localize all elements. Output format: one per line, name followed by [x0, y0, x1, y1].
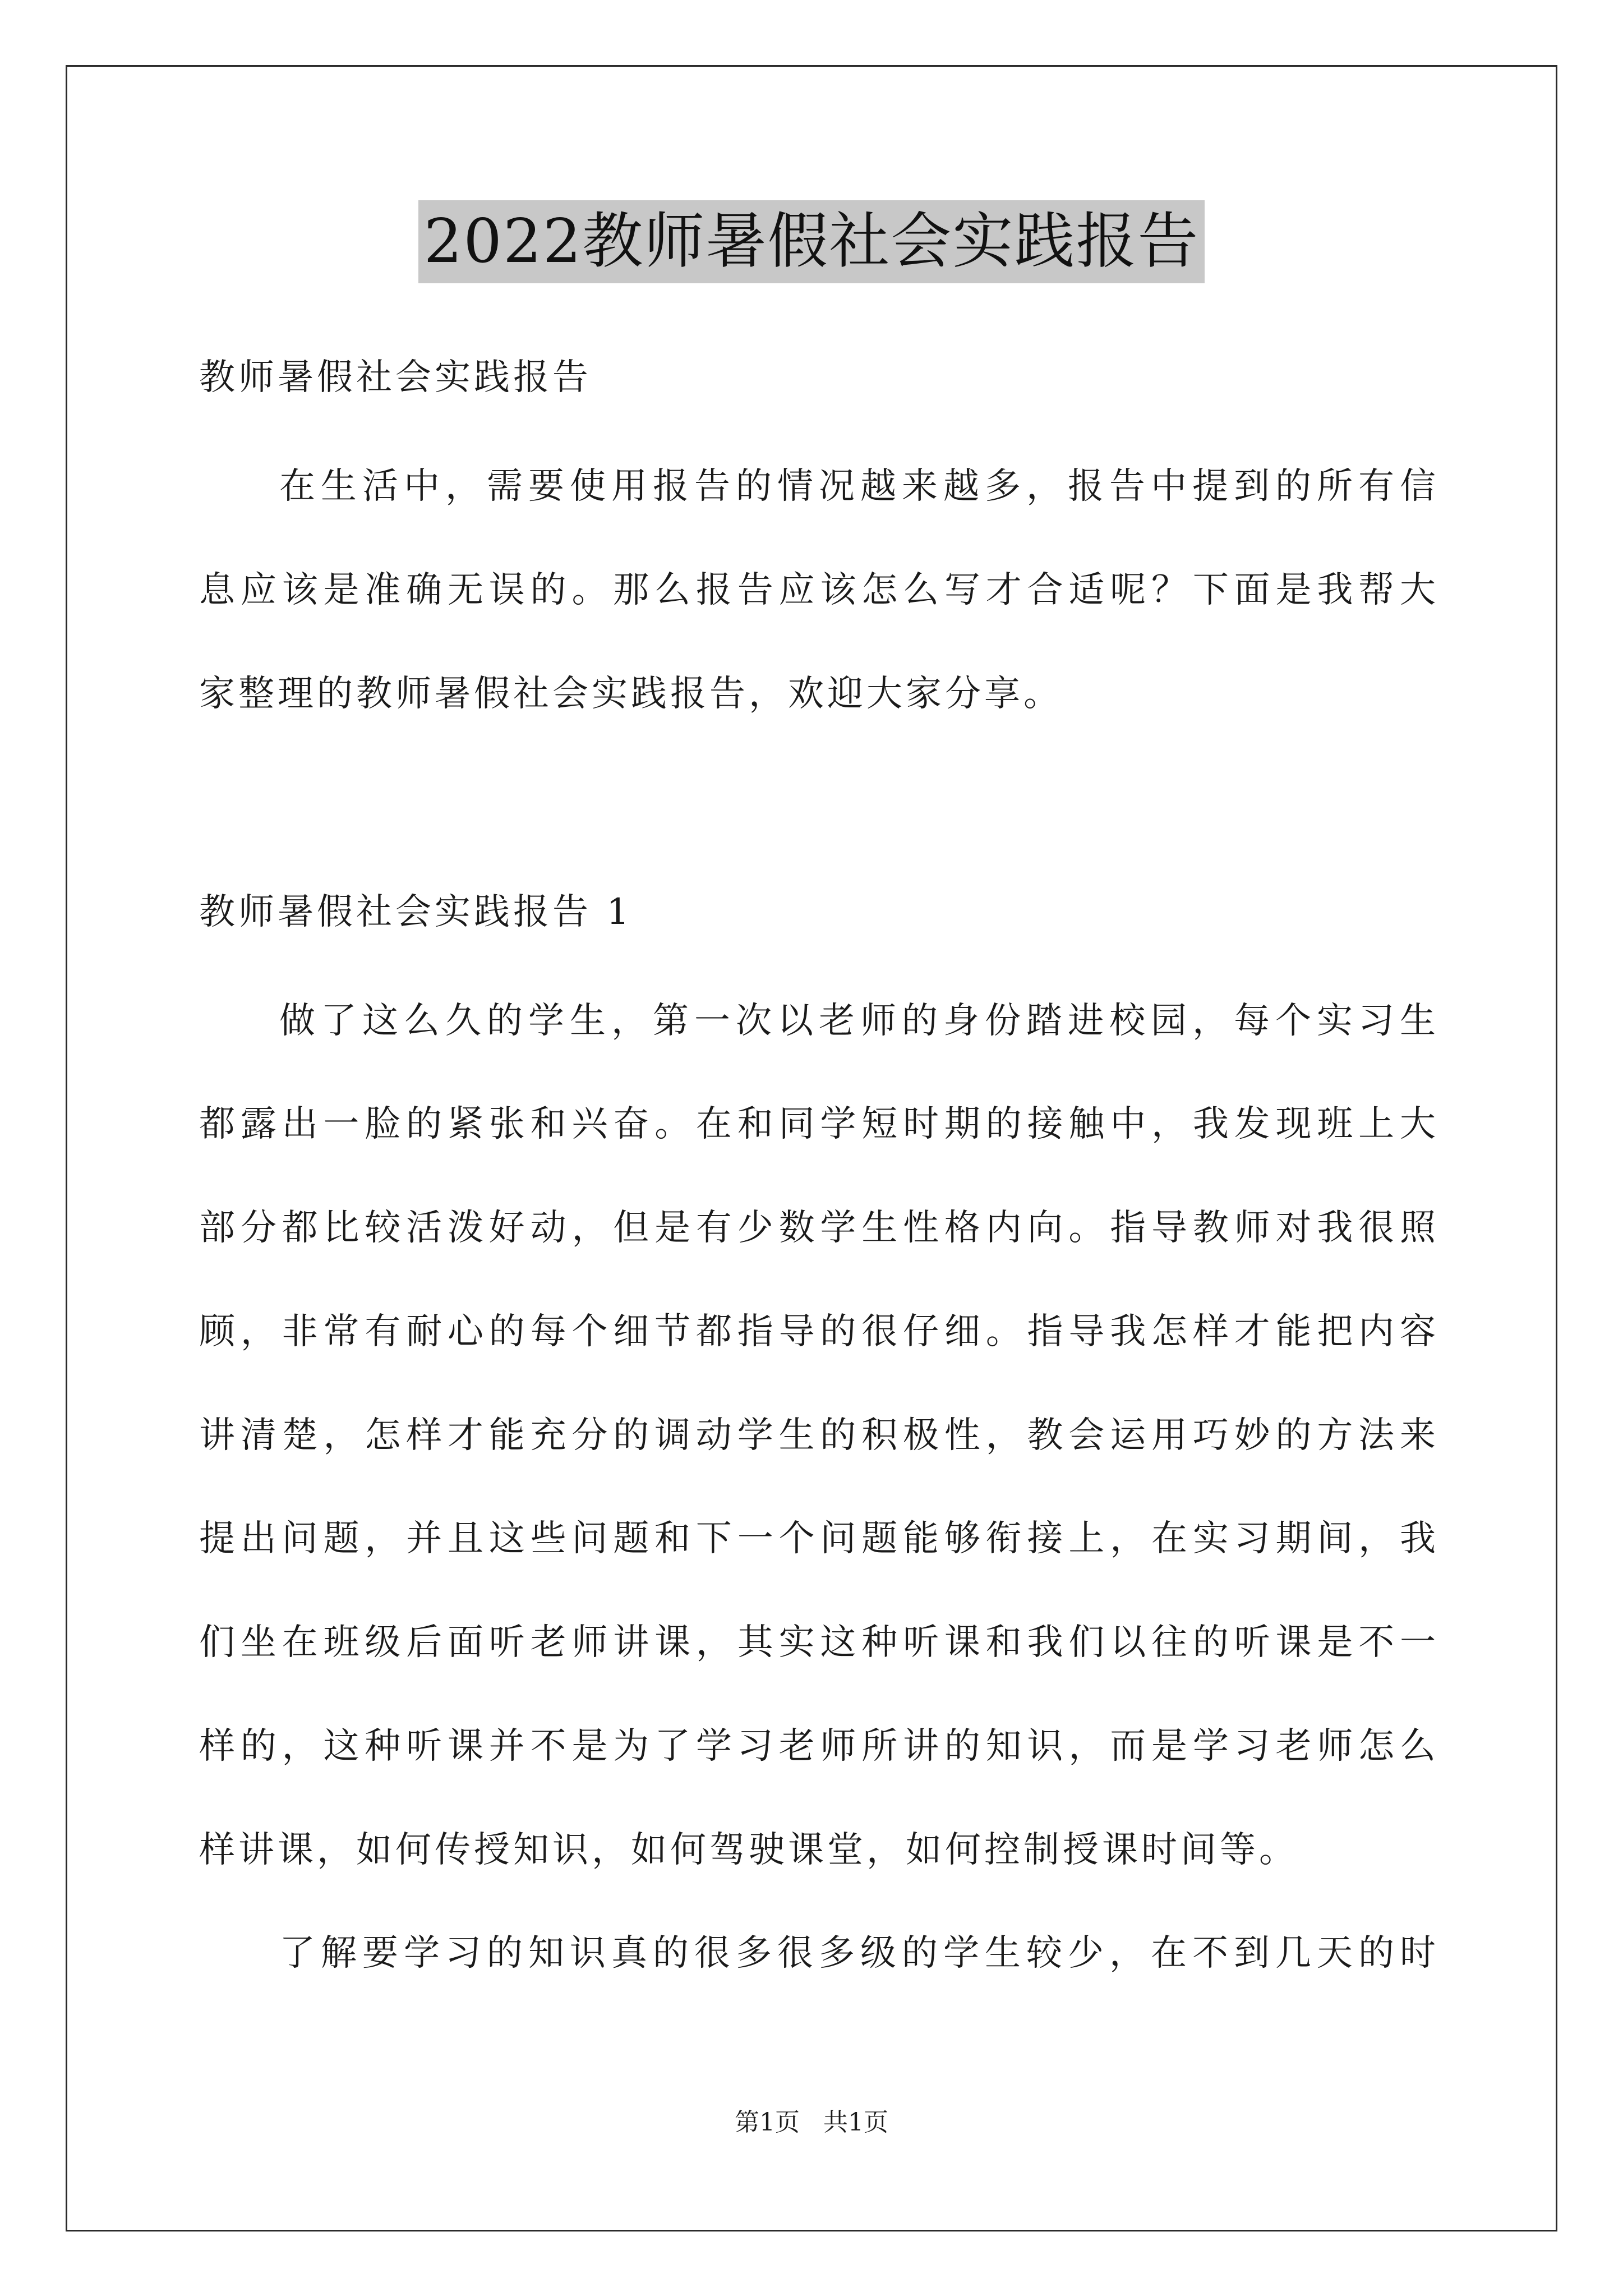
intro-line: 家整理的教师暑假社会实践报告，欢迎大家分享。	[199, 673, 1063, 715]
paragraph-line: 部分都比较活泼好动，但是有少数学生性格内向。指导教师对我很照	[199, 1207, 1436, 1249]
paragraph-line: 做了这么久的学生，第一次以老师的身份踏进校园，每个实习生	[279, 1000, 1436, 1042]
paragraph-line: 都露出一脸的紧张和兴奋。在和同学短时期的接触中，我发现班上大	[199, 1103, 1436, 1145]
page-number: 第1页	[735, 2108, 800, 2137]
intro-line: 息应该是准确无误的。那么报告应该怎么写才合适呢？下面是我帮大	[199, 569, 1436, 611]
paragraph-line: 顾，非常有耐心的每个细节都指导的很仔细。指导我怎样才能把内容	[199, 1311, 1436, 1352]
paragraph-line: 了解要学习的知识真的很多很多级的学生较少，在不到几天的时	[279, 1932, 1436, 1974]
paragraph-line: 样的，这种听课并不是为了学习老师所讲的知识，而是学习老师怎么	[199, 1726, 1436, 1767]
section-heading: 教师暑假社会实践报告 1	[199, 891, 633, 933]
document-title: 2022教师暑假社会实践报告	[418, 200, 1205, 283]
intro-line: 在生活中，需要使用报告的情况越来越多，报告中提到的所有信	[279, 466, 1436, 507]
page-total: 共1页	[823, 2108, 888, 2137]
page-footer	[0, 2106, 1623, 2139]
paragraph-line: 提出问题，并且这些问题和下一个问题能够衔接上，在实习期间，我	[199, 1518, 1436, 1559]
paragraph-line: 们坐在班级后面听老师讲课，其实这种听课和我们以往的听课是不一	[199, 1622, 1436, 1663]
paragraph-line: 样讲课，如何传授知识，如何驾驶课堂，如何控制授课时间等。	[199, 1829, 1298, 1871]
paragraph-line: 讲清楚，怎样才能充分的调动学生的积极性，教会运用巧妙的方法来	[199, 1415, 1436, 1456]
title-container	[0, 200, 1623, 283]
document-subtitle: 教师暑假社会实践报告	[199, 357, 592, 398]
